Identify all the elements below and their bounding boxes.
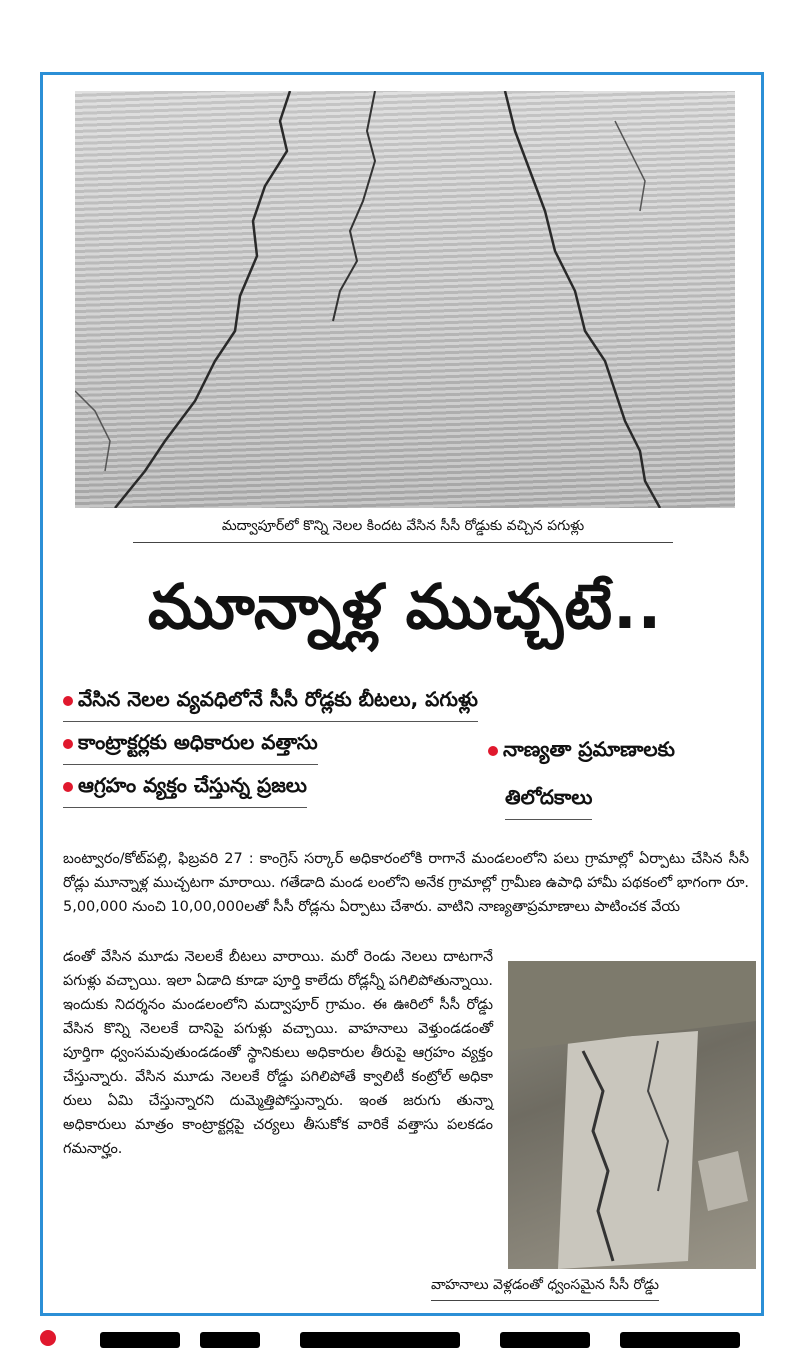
article-frame (40, 72, 764, 1316)
side-bullet-line-1: నాణ్యతా ప్రమాణాలకు (488, 737, 675, 771)
side-bullet-line-2: తిలోదకాలు (505, 785, 592, 820)
bullet-dot-icon (63, 782, 73, 792)
crack-lines (75, 91, 735, 508)
damaged-road-graphic (508, 961, 756, 1269)
bullet-1 (63, 687, 478, 722)
cracked-road-photo (75, 91, 735, 508)
bullet-dot-icon (488, 746, 498, 756)
next-article-masthead (0, 1318, 800, 1348)
top-photo-caption: మద్వాపూర్‌లో కొన్ని నెలల కిందట వేసిన సీసీ రోడ్డుకు వచ్చిన పగుళ్లు (133, 518, 673, 543)
damaged-road-photo (508, 961, 756, 1269)
masthead-dot-icon (40, 1330, 56, 1346)
bullet-dot-icon (63, 739, 73, 749)
bullet-text: వేసిన నెలల వ్యవధిలోనే సీసీ రోడ్లకు బీటలు, పగుళ్లు (78, 687, 478, 711)
headline: మూన్నాళ్ల ముచ్చటే.. (147, 570, 663, 643)
article-body-column: డంతో వేసిన మూడు నెలలకే బీటలు వారాయి. మరో రెండు నెలలు దాటగానే పగుళ్లు వచ్చాయి. ఇలా ఏడాది కూడా పూర్తి కాలేదు రోడ్లన్నీ పగిలిపోతున్నాయి. ఇందుకు నిదర్శనం మండలంలోని మద్వాపూర్ గ్రామం. ఈ ఊరిలో సీసీ రోడ్డు వేసిన కొన్ని నెలలకే దానిపై పగుళ్లు వచ్చాయి. వాహనాలు వెళ్తుండడంతో పూర్తిగా ధ్వంసమవుతుండడంతో స్థానికులు అధికారుల తీరుపై ఆగ్రహం వ్యక్తం చేస్తున్నారు. వేసిన మూడు నెలలకే రోడ్డు పగిలిపోతే క్వాలిటీ కంట్రోల్ అధికా రులు ఏమి చేస్తున్నారని దుమ్మెత్తిపోస్తున్నారు. ఇంత జరుగు తున్నా అధికారులు మాత్రం కాంట్రాక్టర్లపై చర్యలు తీసుకోక వారికే వత్తాసు పలకడం గమనార్హం. (63, 949, 493, 1157)
article-body-lead: బంట్వారం/కోట్‌పల్లి, ఫిబ్రవరి 27 : కాంగ్రెస్ సర్కార్ అధికారంలోకి రాగానే మండలంలోని పలు గ్రామాల్లో ఏర్పాటు చేసిన సీసీ రోడ్లు మూన్నాళ్ల ముచ్చటగా మారాయి. గతేడాది మండ లంలోని అనేక గ్రామాల్లో గ్రామీణ ఉపాధి హామీ పథకంలో భాగంగా రూ. 5,00,000 నుంచి 10,00,000లతో సీసీ రోడ్లను ఏర్పాటు చేశారు. వాటిని నాణ్యతాప్రమాణాలు పాటించక వేయ (63, 851, 750, 915)
bullet-2 (63, 730, 318, 765)
bullet-dot-icon (63, 696, 73, 706)
right-photo-caption: వాహనాలు వెళ్లడంతో ధ్వంసమైన సీసీ రోడ్డు (431, 1277, 659, 1301)
bullet-text: ఆగ్రహం వ్యక్తం చేస్తున్న ప్రజలు (78, 773, 307, 797)
bullet-3 (63, 773, 307, 808)
bullet-text: కాంట్రాక్టర్లకు అధికారుల వత్తాసు (78, 730, 318, 754)
